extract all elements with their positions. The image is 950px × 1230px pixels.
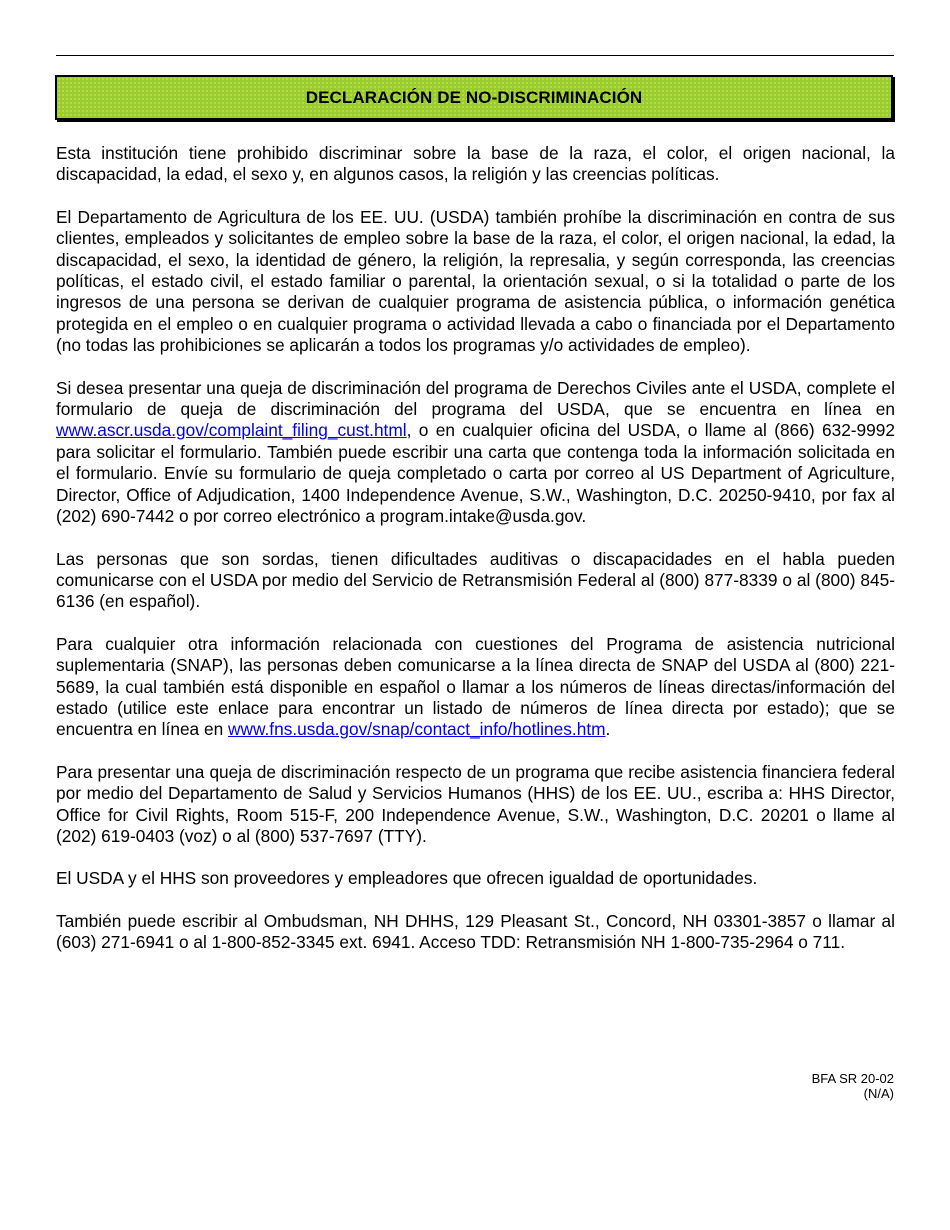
complaint-form-link[interactable]: www.ascr.usda.gov/complaint_filing_cust.html	[56, 420, 407, 441]
snap-text-after: .	[605, 719, 611, 740]
complaint-text-before: Si desea presentar una queja de discriminación del programa de Derechos Civiles ante el USDA, complete el formulario de queja de discriminación del programa del USDA, que se encuentra en línea en	[56, 377, 895, 420]
paragraph-complaint-filing	[56, 378, 895, 528]
paragraph-institution: Esta institución tiene prohibido discriminar sobre la base de la raza, el color, el origen nacional, la discapacidad, la edad, el sexo y, en algunos casos, la religión y las creencias políticas.	[56, 143, 895, 185]
paragraph-ombudsman: También puede escribir al Ombudsman, NH DHHS, 129 Pleasant St., Concord, NH 03301-3857 o llamar al (603) 271-6941 o al 1-800-852-3345 ext. 6941. Acceso TDD: Retransmisión NH 1-800-735-2964 o 711.	[56, 910, 895, 953]
document-body	[56, 143, 895, 975]
page-title: DECLARACIÓN DE NO-DISCRIMINACIÓN	[305, 87, 643, 107]
form-footer	[812, 1071, 894, 1101]
form-note: (N/A)	[863, 1086, 894, 1101]
title-banner	[55, 75, 893, 120]
paragraph-equal-opportunity: El USDA y el HHS son proveedores y empleadores que ofrecen igualdad de oportunidades.	[56, 868, 758, 889]
snap-text-before: Para cualquier otra información relacionada con cuestiones del Programa de asistencia nutricional suplementaria (SNAP), las personas deben comunicarse a la línea directa de SNAP del USDA al (800) 221-5689, la cual también está disponible en español o llamar a los números de líneas directas/información del estado (utilice este enlace para encontrar un listado de números de línea directa por estado); que se encuentra en línea en	[56, 633, 895, 740]
paragraph-snap-hotline	[56, 634, 895, 741]
top-divider	[56, 55, 894, 56]
paragraph-relay-service: Las personas que son sordas, tienen dificultades auditivas o discapacidades en el habla pueden comunicarse con el USDA por medio del Servicio de Retransmisión Federal al (800) 877-8339 o al (800) 845-6136 (en español).	[56, 548, 895, 612]
paragraph-hhs-complaint: Para presentar una queja de discriminación respecto de un programa que recibe asistencia financiera federal por medio del Departamento de Salud y Servicios Humanos (HHS) de los EE. UU., escriba a: HHS Director, Office for Civil Rights, Room 515-F, 200 Independence Avenue, S.W., Washington, D.C. 20201 o llame al (202) 619-0403 (voz) o al (800) 537-7697 (TTY).	[56, 761, 895, 846]
complaint-text-after: , o en cualquier oficina del USDA, o llame al (866) 632-9992 para solicitar el formulario. También puede escribir una carta que contenga toda la información solicitada en el formulario. Envíe su formulario de queja completado o carta por correo al US Department of Agriculture, Director, Office of Adjudication, 1400 Independence Avenue, S.W., Washington, D.C. 20250-9410, por fax al (202) 690-7442 o por correo electrónico a program.intake@usda.gov.	[56, 420, 895, 527]
snap-hotlines-link[interactable]: www.fns.usda.gov/snap/contact_info/hotlines.htm	[228, 719, 606, 740]
paragraph-usda-policy: El Departamento de Agricultura de los EE. UU. (USDA) también prohíbe la discriminación en contra de sus clientes, empleados y solicitantes de empleo sobre la base de la raza, el color, el origen nacional, la edad, la discapacidad, el sexo, la identidad de género, la religión, la represalia, y según corresponda, las creencias políticas, el estado civil, el estado familiar o parental, la orientación sexual, o si la totalidad o parte de los ingresos de una persona se derivan de cualquier programa de asistencia pública, o información genética protegida en el empleo o en cualquier programa o actividad llevada a cabo o financiada por el Departamento (no todas las prohibiciones se aplicarán a todos los programas y/o actividades de empleo).	[56, 206, 895, 356]
form-code: BFA SR 20-02	[811, 1071, 894, 1086]
